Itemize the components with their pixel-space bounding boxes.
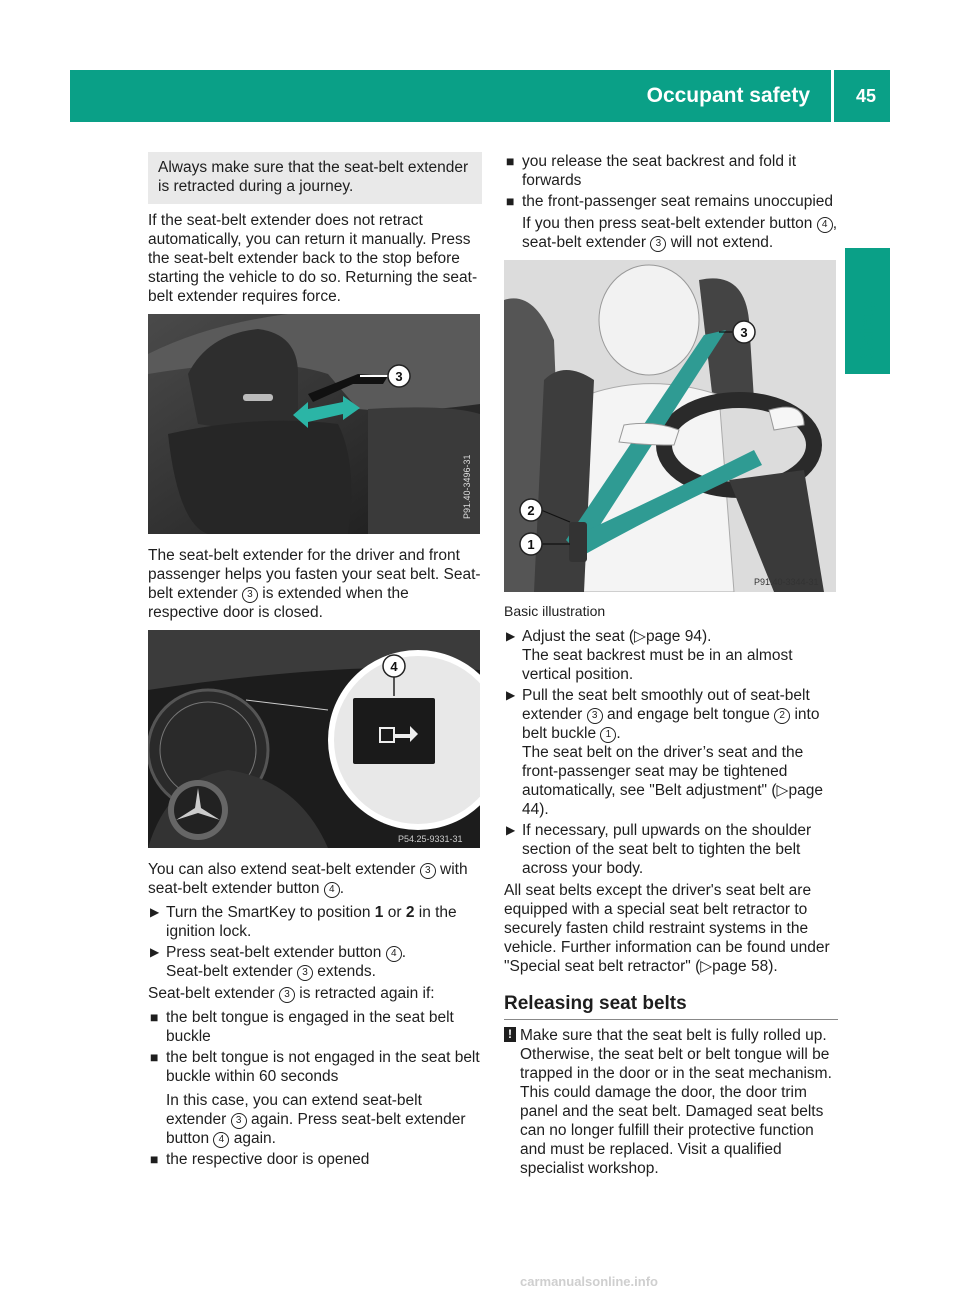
callout-4: 4: [390, 659, 398, 674]
bullet-icon: ■: [506, 153, 515, 169]
page-link[interactable]: page 94: [645, 628, 702, 645]
warning-note: ! Make sure that the seat belt is fully rolled up. Otherwise, the seat belt or belt tongue will be trapped in the door or in the seat mechanism. This could damage the door, the door trim panel and the seat belt. Damaged seat belts can no longer fulfill their protective function and must be replaced. Visit a qualified specialist workshop.: [504, 1026, 838, 1178]
side-tab-label: Safety: [856, 298, 878, 360]
page-link[interactable]: page 44: [522, 782, 823, 818]
callout-1: 1: [527, 537, 535, 552]
right-column: [504, 152, 838, 1178]
bullet-item: ■ you release the seat backrest and fold it forwards: [506, 153, 796, 189]
header-bar: [70, 70, 890, 122]
callout-2: 2: [527, 503, 535, 518]
figure-code: P91.40-3496-31: [462, 454, 472, 519]
bullet-icon: ■: [150, 1151, 159, 1167]
bullet-item: ■ the front-passenger seat remains unoccupied If you then press seat-belt extender button 4 , seat-belt extender 3 will not extend.: [506, 193, 837, 251]
page-number: 45: [855, 86, 876, 106]
bullet-item: ■ the belt tongue is not engaged in the seat belt buckle within 60 seconds In this case, you can extend seat-belt extender 3 again. Press seat-belt extender button 4 again.: [150, 1049, 480, 1147]
seat-belt-extender-figure: [148, 314, 480, 534]
figure-caption: Basic illustration: [504, 603, 606, 619]
section-title: Occupant safety: [646, 84, 810, 107]
callout-3: 3: [740, 325, 748, 340]
figure-code: P54.25-9331-31: [398, 834, 463, 844]
instruction-step: ▶ Press seat-belt extender button 4 . Seat-belt extender 3 extends.: [150, 944, 407, 980]
section-heading: Releasing seat belts: [504, 994, 838, 1020]
step-marker-icon: ▶: [506, 629, 516, 643]
step-marker-icon: ▶: [506, 688, 516, 702]
dashboard-illustration: [148, 630, 480, 848]
seat-interior-illustration: [148, 314, 480, 534]
page-ref-icon: ▷: [634, 628, 646, 645]
watermark: carmanualsonline.info: [520, 1274, 658, 1289]
callout-3: 3: [395, 369, 403, 384]
instruction-step: ▶ Turn the SmartKey to position 1 or 2 in the ignition lock.: [150, 904, 457, 940]
header-divider: [831, 70, 834, 122]
figure-code: P91.40-3344-31: [754, 577, 819, 587]
instruction-step: ▶ Pull the seat belt smoothly out of seat-belt extender 3 and engage belt tongue 2 into belt buckle 1 . The seat belt on the driver’s seat and the front-passenger seat may be tightened automatically, see "Belt adjustment" (▷page 44).: [506, 687, 823, 818]
bullet-icon: ■: [150, 1009, 159, 1025]
paragraph: The seat-belt extender for the driver and front passenger helps you fasten your seat belt. Seat-belt extender 3 is extended when the respective door is closed.: [148, 547, 481, 621]
instruction-step: ▶ If necessary, pull upwards on the shoulder section of the seat belt to tighten the belt across your body.: [506, 822, 812, 877]
bullet-icon: ■: [506, 193, 515, 209]
step-marker-icon: ▶: [150, 905, 160, 919]
paragraph: You can also extend seat-belt extender 3 with seat-belt extender button 4 .: [148, 861, 468, 897]
page-link[interactable]: page 58: [712, 958, 769, 975]
bullet-item: ■ the respective door is opened: [150, 1151, 370, 1168]
extender-button-figure: [148, 630, 480, 848]
page-ref-icon: ▷: [776, 782, 789, 799]
instruction-step: ▶ Adjust the seat (▷page 94). The seat backrest must be in an almost vertical position.: [506, 628, 793, 683]
left-column: [148, 152, 482, 1171]
info-note: Always make sure that the seat-belt extender is retracted during a journey.: [148, 152, 482, 204]
page-ref-icon: ▷: [700, 958, 713, 975]
bullet-item: ■ the belt tongue is engaged in the seat belt buckle: [150, 1009, 454, 1045]
side-tab-label-wrap: [845, 286, 890, 372]
paragraph: Seat-belt extender 3 is retracted again if:: [148, 985, 435, 1002]
driver-belt-illustration: [504, 260, 836, 592]
paragraph: If the seat-belt extender does not retract automatically, you can return it manually. Press the seat-belt extender back to the stop before starting the vehicle to do so. Returning the seat-belt extender requires force.: [148, 212, 478, 305]
warning-icon: !: [504, 1027, 516, 1042]
bullet-icon: ■: [150, 1049, 159, 1065]
paragraph: All seat belts except the driver's seat belt are equipped with a special seat belt retractor to securely fasten child restraint systems in the vehicle. Further information can be found under "Special seat belt retractor" (▷page 58).: [504, 882, 830, 975]
seat-belt-usage-figure: [504, 260, 836, 592]
step-marker-icon: ▶: [150, 945, 160, 959]
step-marker-icon: ▶: [506, 823, 516, 837]
callout-3: 3: [242, 587, 258, 603]
